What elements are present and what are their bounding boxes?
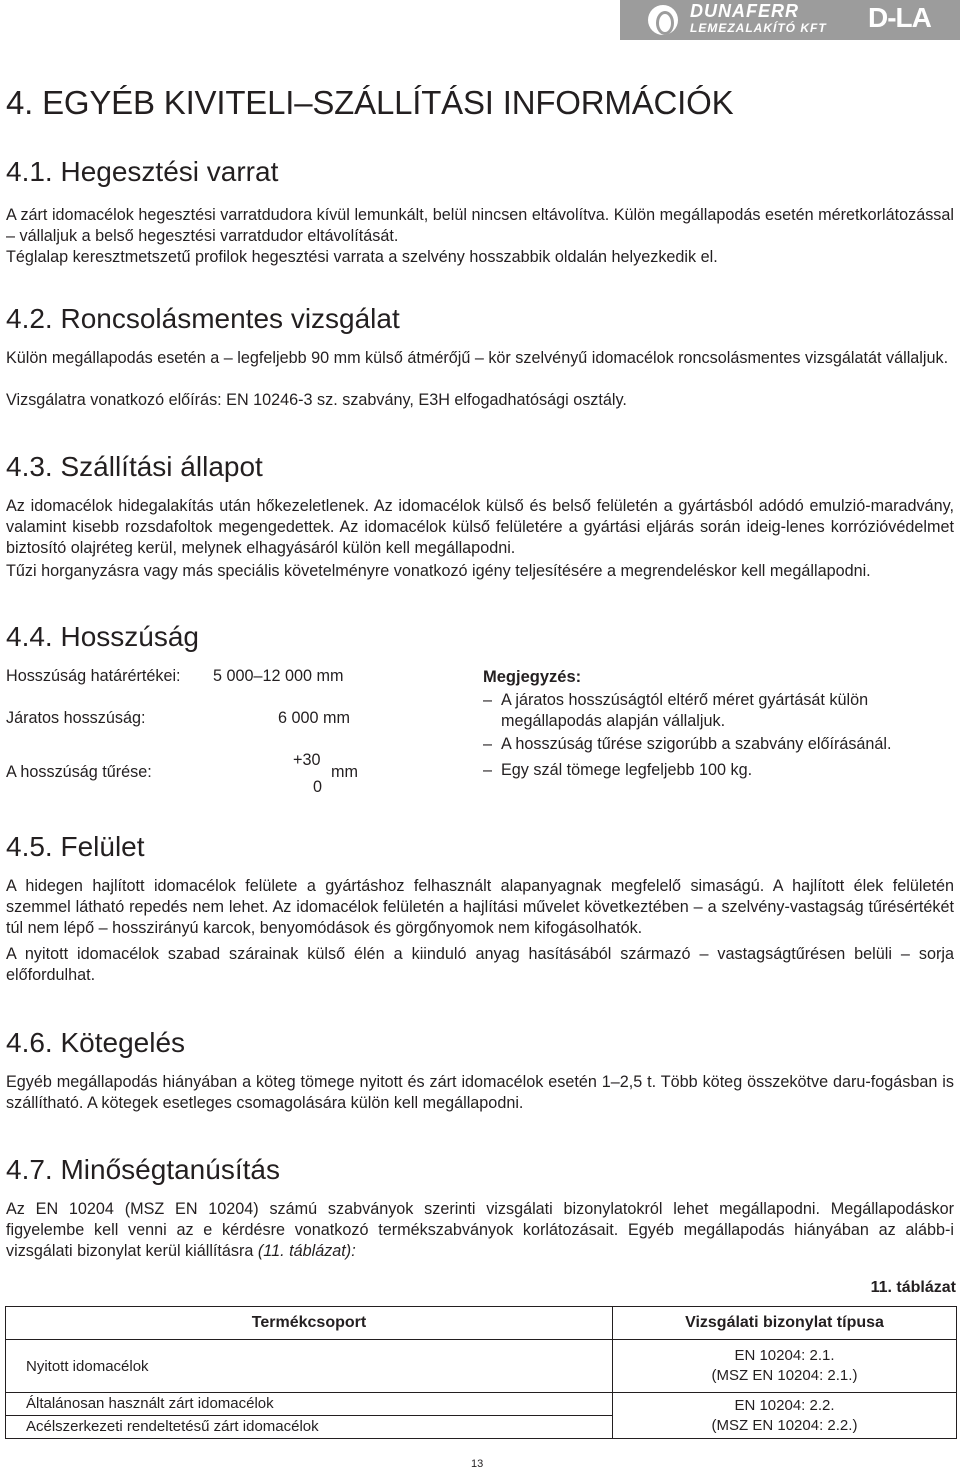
paragraph: A nyitott idomacélok szabad szárainak külső élén a kiinduló anyag hasításából származó – vastagságtűrésen belüli – sorja előfordulhat. bbox=[6, 945, 954, 984]
section-heading-4-7: 4.7. Minőségtanúsítás bbox=[6, 1154, 280, 1185]
company-subtitle: LEMEZALAKÍTÓ KFT bbox=[690, 21, 827, 35]
note-title: Megjegyzés: bbox=[483, 668, 582, 686]
company-name: DUNAFERR bbox=[690, 1, 799, 21]
certificate-type-msz: (MSZ EN 10204: 2.2.) bbox=[711, 1416, 858, 1434]
product-group: Általánosan használt zárt idomacélok bbox=[6, 1393, 612, 1416]
table-cell: Nyitott idomacélok bbox=[6, 1340, 613, 1393]
standard-length-value: 6 000 mm bbox=[278, 709, 350, 727]
note-item bbox=[483, 690, 960, 732]
page-title: 4. EGYÉB KIVITELI–SZÁLLÍTÁSI INFORMÁCIÓK bbox=[6, 84, 734, 121]
paragraph: Egyéb megállapodás hiányában a köteg tömege nyitott és zárt idomacélok esetén 1–2,5 t. Több köteg összekötve daru-fogásban is szállítható. A kötegek esetleges csomagolására külön kell megállapodni. bbox=[6, 1073, 954, 1112]
note-text: A hosszúság tűrése szigorúbb a szabvány előírásánál. bbox=[501, 735, 892, 753]
table-cell bbox=[613, 1340, 957, 1393]
dash: – bbox=[483, 735, 493, 753]
paragraph: Vizsgálatra vonatkozó előírás: EN 10246-3 sz. szabvány, E3H elfogadhatósági osztály. bbox=[6, 391, 627, 409]
note-text: A járatos hosszúságtól eltérő méret gyártását külön megállapodás alapján vállaljuk. bbox=[501, 691, 869, 730]
tolerance-upper: +30 bbox=[293, 751, 321, 769]
length-tolerance-label: A hosszúság tűrése: bbox=[6, 763, 152, 781]
note-text: Egy szál tömege legfeljebb 100 kg. bbox=[501, 761, 753, 779]
table-cell bbox=[6, 1393, 613, 1439]
page-number: 13 bbox=[471, 1458, 484, 1470]
section-heading-4-6: 4.6. Kötegelés bbox=[6, 1027, 186, 1058]
paragraph: Külön megállapodás esetén a – legfeljebb 90 mm külső átmérőjű – kör szelvényű idomacélok roncsolásmentes vizsgálatát vállaljuk. bbox=[6, 349, 949, 367]
section-heading-4-4: 4.4. Hosszúság bbox=[6, 621, 199, 652]
length-limits-value: 5 000–12 000 mm bbox=[213, 667, 344, 685]
paragraph: Az idomacélok hidegalakítás után hőkezeletlenek. Az idomacélok külső és belső felületén a gyártásból adódó emulzió-maradvány, valamint kisebb rozsdafoltok megengedettek. Az idomacélok külső felületére a gyártási eljárás során ideig-lenes korrózióvédelmet biztosító olajréteg kerül, melynek elhagyásáról külön kell megállapodni. bbox=[6, 497, 954, 557]
brand-logo: D-LA bbox=[868, 2, 931, 33]
table-cell bbox=[613, 1393, 957, 1439]
standard-length-label: Járatos hosszúság: bbox=[6, 709, 146, 727]
column-header: Vizsgálati bizonylat típusa bbox=[613, 1307, 957, 1340]
dash: – bbox=[483, 761, 493, 779]
table-reference: (11. táblázat): bbox=[257, 1242, 356, 1260]
product-group: Acélszerkezeti rendeltetésű zárt idomacélok bbox=[26, 1418, 319, 1435]
tolerance-unit: mm bbox=[331, 763, 358, 781]
dash: – bbox=[483, 691, 493, 709]
paragraph: A hidegen hajlított idomacélok felülete a gyártáshoz felhasznált alapanyagnak megfelelő simaságú. A hajlított élek felületén szemmel látható repedés nem lehet. Az idomacélok felületén a hajlítási művelet következtében – a szelvény-vastagság tűrésértékét túl nem lépő – hosszirányú karcok, benyomódások és görgőnyomok nem kifogásolhatók. bbox=[6, 877, 954, 937]
section-heading-4-5: 4.5. Felület bbox=[6, 831, 145, 862]
paragraph: A zárt idomacélok hegesztési varratdudora kívül lemunkált, belül nincsen eltávolítva. Külön megállapodás esetén méretkorlátozással – vállaljuk a belső hegesztési varratdudor eltávolítását. bbox=[6, 206, 954, 245]
note-item bbox=[483, 734, 960, 755]
tolerance-lower: 0 bbox=[313, 778, 323, 796]
table-header-row bbox=[6, 1307, 957, 1340]
certificate-type: EN 10204: 2.2. bbox=[734, 1396, 835, 1414]
dunaferr-logo-icon bbox=[648, 5, 678, 35]
column-header: Termékcsoport bbox=[6, 1307, 613, 1340]
paragraph-text: Az EN 10204 (MSZ EN 10204) számú szabványok szerinti vizsgálati bizonylatokról lehet megállapodni. Megállapodáskor figyelembe kell venni az e kérdésre vonatkozó termékszabványok korlátozásait. Egyéb megállapodás hiányában az alább-i vizsgálati bizonylat kerül kiállításra bbox=[6, 1200, 954, 1260]
certificate-table bbox=[5, 1306, 957, 1439]
certificate-type-msz: (MSZ EN 10204: 2.1.) bbox=[711, 1367, 858, 1384]
note-item bbox=[483, 760, 960, 781]
table-row bbox=[6, 1393, 957, 1439]
paragraph: Téglalap keresztmetszetű profilok hegesztési varrata a szelvény hosszabbik oldalán helyezkedik el. bbox=[6, 248, 718, 266]
section-heading-4-1: 4.1. Hegesztési varrat bbox=[6, 156, 279, 187]
paragraph: Tűzi horganyzásra vagy más speciális követelményre vonatkozó igény teljesítésére a megrendeléskor kell megállapodni. bbox=[6, 562, 871, 580]
section-heading-4-3: 4.3. Szállítási állapot bbox=[6, 451, 263, 482]
length-limits-label: Hosszúság határértékei: bbox=[6, 667, 181, 685]
certificate-type: EN 10204: 2.1. bbox=[734, 1347, 835, 1364]
table-row bbox=[6, 1340, 957, 1393]
section-heading-4-2: 4.2. Roncsolásmentes vizsgálat bbox=[6, 303, 400, 334]
table-caption: 11. táblázat bbox=[870, 1279, 956, 1296]
paragraph bbox=[6, 1199, 954, 1262]
